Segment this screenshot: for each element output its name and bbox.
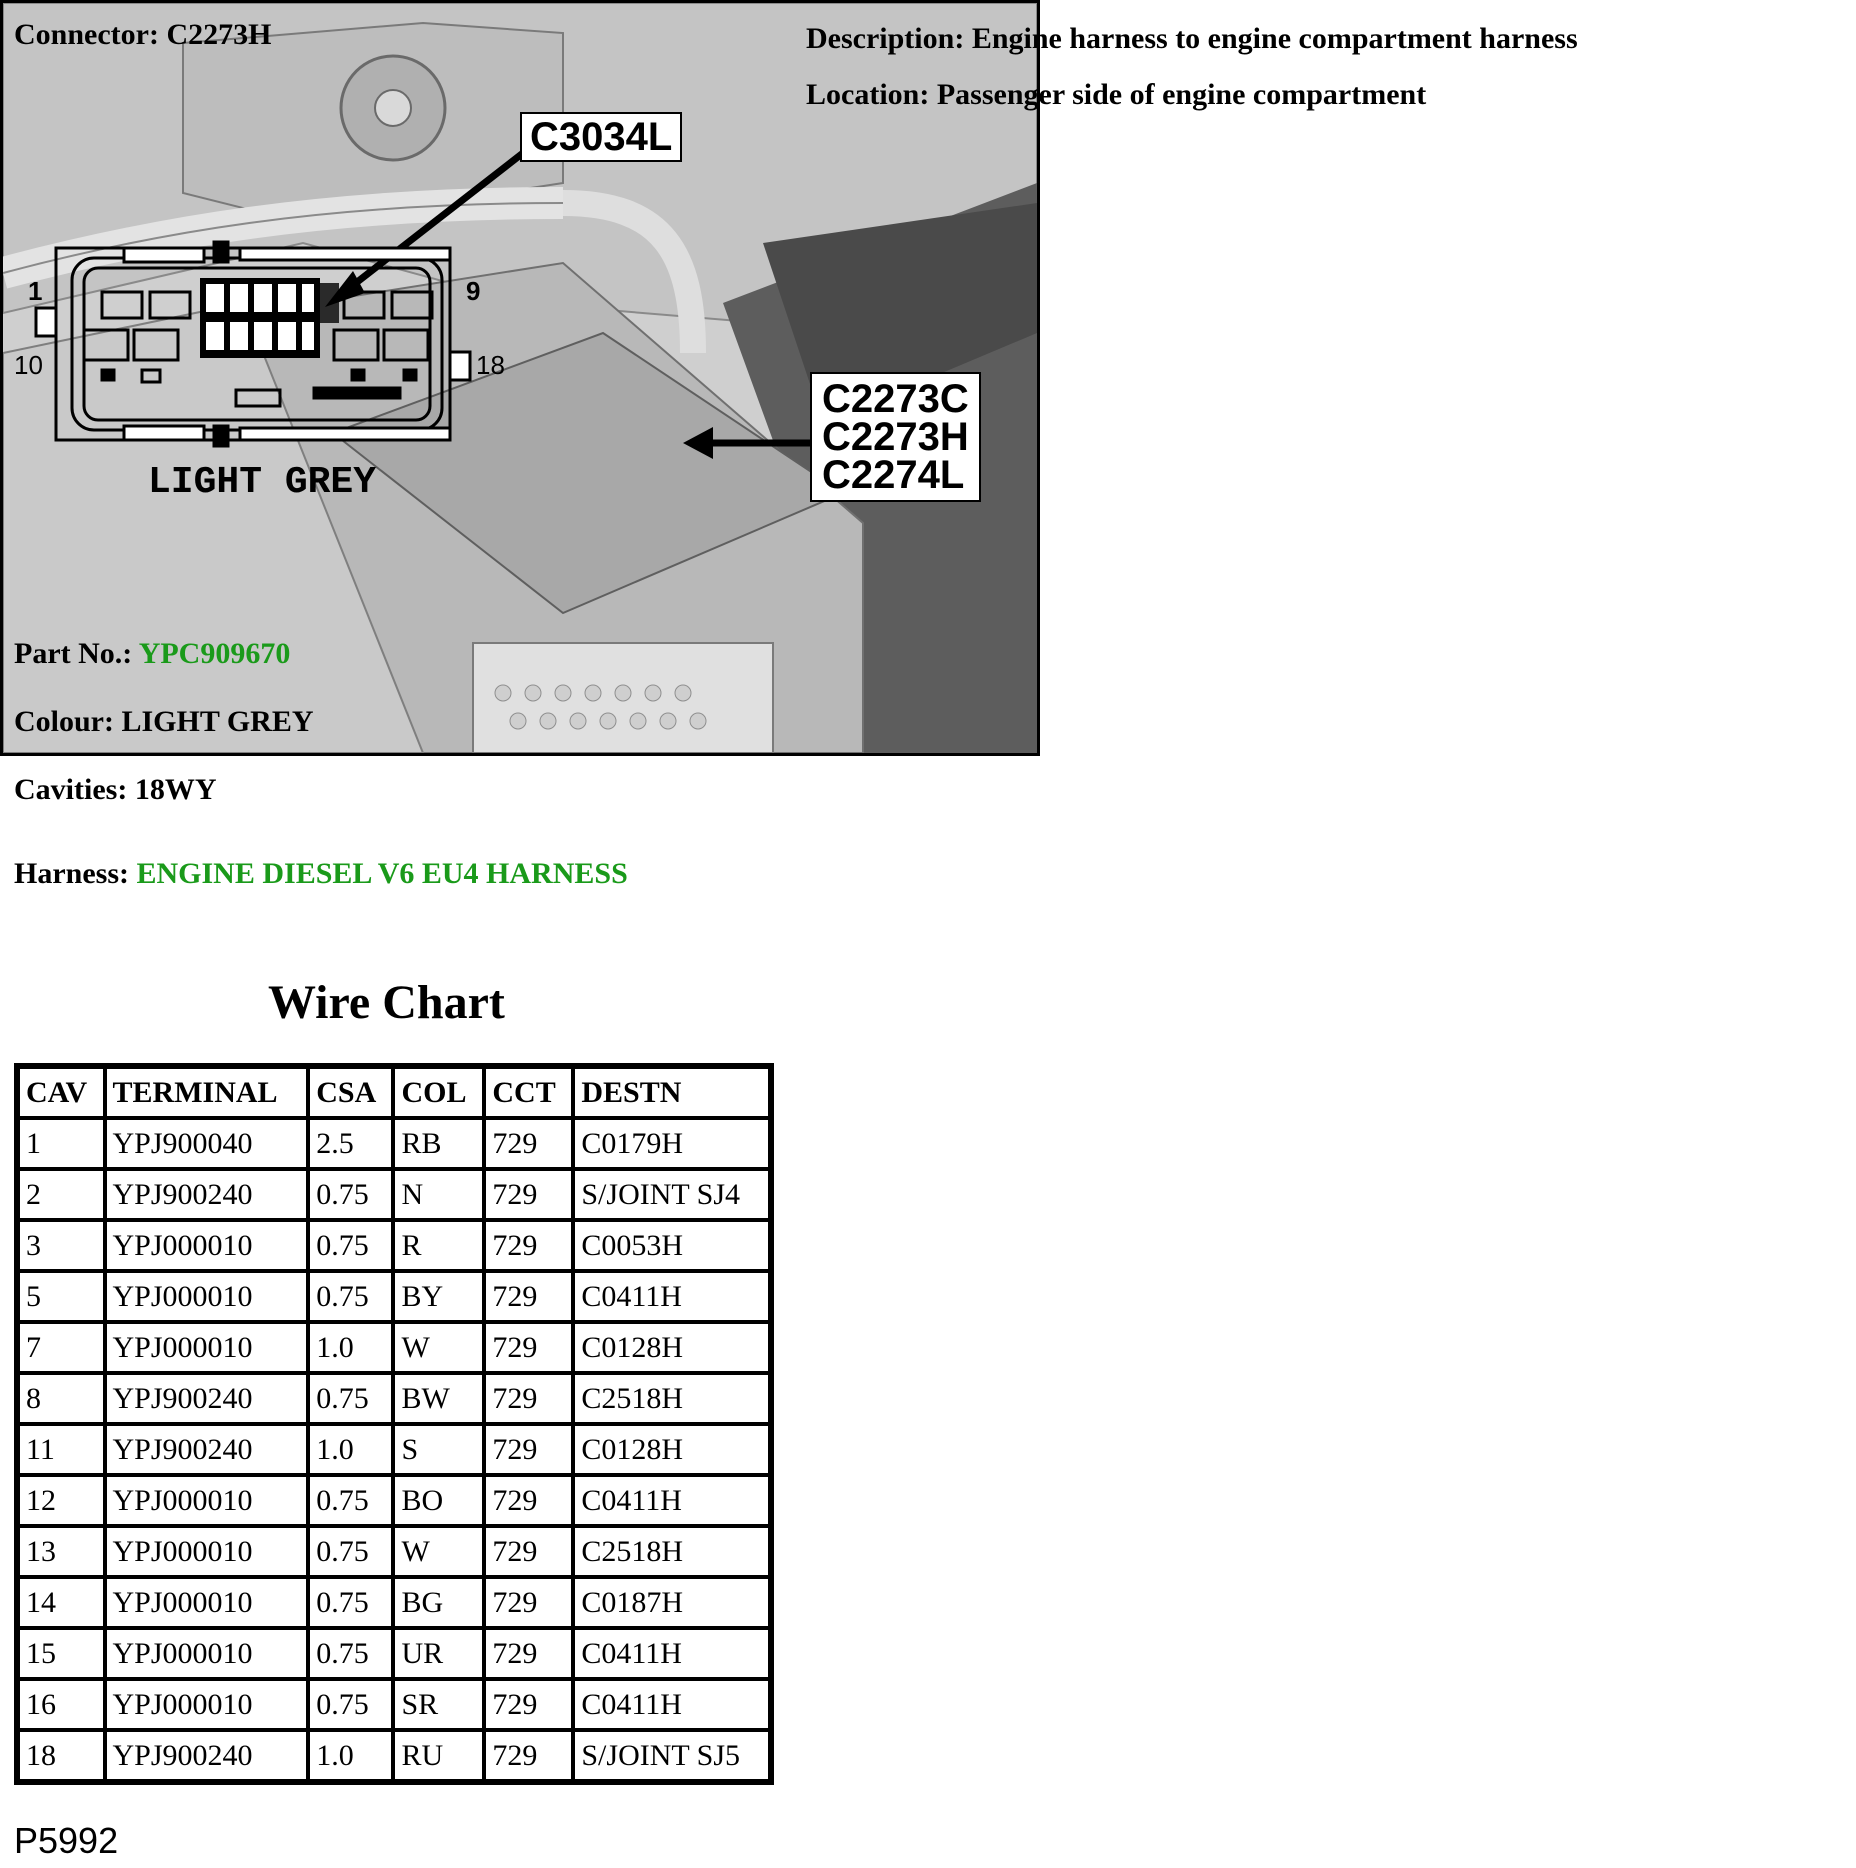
cell-col: UR bbox=[395, 1630, 482, 1677]
cell-destn: C0411H bbox=[575, 1630, 768, 1677]
table-row bbox=[20, 1732, 768, 1779]
cell-csa: 2.5 bbox=[310, 1120, 391, 1167]
cell-cct: 729 bbox=[486, 1426, 571, 1473]
wire-chart-header-row bbox=[20, 1069, 768, 1116]
pin-label-top-right: 9 bbox=[466, 276, 481, 306]
location-photo: C3034L C2273C C2273H C2274L P5992 bbox=[0, 0, 1040, 756]
cell-terminal: YPJ000010 bbox=[107, 1681, 307, 1728]
cell-cav: 15 bbox=[20, 1630, 103, 1677]
cell-cct: 729 bbox=[486, 1681, 571, 1728]
connector-heading bbox=[14, 18, 271, 52]
harness-value: ENGINE DIESEL V6 EU4 HARNESS bbox=[136, 857, 628, 890]
diagram-colour-caption: LIGHT GREY bbox=[148, 461, 377, 504]
cell-col: BW bbox=[395, 1375, 482, 1422]
part-number-label: Part No.: bbox=[14, 637, 133, 670]
cell-col: S bbox=[395, 1426, 482, 1473]
colour-label: Colour: bbox=[14, 705, 114, 738]
part-number bbox=[14, 637, 290, 671]
cell-destn: S/JOINT SJ4 bbox=[575, 1171, 768, 1218]
callout-c3034l: C3034L bbox=[520, 112, 682, 162]
cell-cct: 729 bbox=[486, 1375, 571, 1422]
cavities-label: Cavities: bbox=[14, 773, 128, 806]
table-row bbox=[20, 1630, 768, 1677]
cell-csa: 0.75 bbox=[310, 1681, 391, 1728]
cell-terminal: YPJ900040 bbox=[107, 1120, 307, 1167]
location bbox=[806, 78, 1426, 112]
table-row bbox=[20, 1273, 768, 1320]
cell-col: BG bbox=[395, 1579, 482, 1626]
table-row bbox=[20, 1171, 768, 1218]
cell-csa: 0.75 bbox=[310, 1273, 391, 1320]
cell-cav: 1 bbox=[20, 1120, 103, 1167]
cell-cct: 729 bbox=[486, 1222, 571, 1269]
cell-destn: C0179H bbox=[575, 1120, 768, 1167]
location-label: Location: bbox=[806, 78, 930, 111]
cell-cav: 13 bbox=[20, 1528, 103, 1575]
table-row bbox=[20, 1579, 768, 1626]
description bbox=[806, 22, 1578, 56]
cell-col: RB bbox=[395, 1120, 482, 1167]
cell-col: BY bbox=[395, 1273, 482, 1320]
cavities bbox=[14, 773, 216, 807]
cell-cav: 7 bbox=[20, 1324, 103, 1371]
cell-csa: 0.75 bbox=[310, 1579, 391, 1626]
cell-destn: C0187H bbox=[575, 1579, 768, 1626]
callout-line-1: C2273C bbox=[822, 377, 969, 421]
table-row bbox=[20, 1528, 768, 1575]
cell-cct: 729 bbox=[486, 1579, 571, 1626]
cell-cav: 12 bbox=[20, 1477, 103, 1524]
table-row bbox=[20, 1324, 768, 1371]
description-value: Engine harness to engine compartment harness bbox=[971, 22, 1578, 55]
header-terminal: TERMINAL bbox=[107, 1069, 307, 1116]
cell-destn: C0411H bbox=[575, 1273, 768, 1320]
header-destn: DESTN bbox=[575, 1069, 768, 1116]
cell-cav: 5 bbox=[20, 1273, 103, 1320]
cell-col: RU bbox=[395, 1732, 482, 1779]
table-row bbox=[20, 1120, 768, 1167]
header-cav: CAV bbox=[20, 1069, 103, 1116]
cell-cct: 729 bbox=[486, 1477, 571, 1524]
cell-terminal: YPJ000010 bbox=[107, 1630, 307, 1677]
cell-csa: 0.75 bbox=[310, 1222, 391, 1269]
cell-destn: C0128H bbox=[575, 1324, 768, 1371]
connector-value: C2273H bbox=[166, 18, 272, 51]
cell-cav: 8 bbox=[20, 1375, 103, 1422]
cell-csa: 1.0 bbox=[310, 1732, 391, 1779]
colour-value: LIGHT GREY bbox=[121, 705, 314, 738]
table-row bbox=[20, 1681, 768, 1728]
cell-terminal: YPJ000010 bbox=[107, 1477, 307, 1524]
location-value: Passenger side of engine compartment bbox=[936, 78, 1427, 111]
cell-terminal: YPJ900240 bbox=[107, 1426, 307, 1473]
cell-cct: 729 bbox=[486, 1528, 571, 1575]
cell-csa: 0.75 bbox=[310, 1528, 391, 1575]
callout-line-3: C2274L bbox=[822, 453, 965, 497]
cell-csa: 0.75 bbox=[310, 1375, 391, 1422]
cell-cct: 729 bbox=[486, 1171, 571, 1218]
table-row bbox=[20, 1222, 768, 1269]
header-csa: CSA bbox=[310, 1069, 391, 1116]
cell-csa: 0.75 bbox=[310, 1477, 391, 1524]
cell-col: R bbox=[395, 1222, 482, 1269]
pin-label-bottom-left: 10 bbox=[14, 350, 43, 380]
cell-cav: 14 bbox=[20, 1579, 103, 1626]
cell-col: W bbox=[395, 1528, 482, 1575]
harness bbox=[14, 857, 628, 891]
cell-csa: 0.75 bbox=[310, 1630, 391, 1677]
cell-cct: 729 bbox=[486, 1630, 571, 1677]
wire-chart-title: Wire Chart bbox=[268, 976, 505, 1029]
cell-destn: C2518H bbox=[575, 1375, 768, 1422]
table-row bbox=[20, 1375, 768, 1422]
cell-cav: 11 bbox=[20, 1426, 103, 1473]
cell-terminal: YPJ900240 bbox=[107, 1732, 307, 1779]
cell-terminal: YPJ000010 bbox=[107, 1579, 307, 1626]
cell-col: N bbox=[395, 1171, 482, 1218]
cell-csa: 0.75 bbox=[310, 1171, 391, 1218]
colour bbox=[14, 705, 314, 739]
cell-cav: 18 bbox=[20, 1732, 103, 1779]
cell-csa: 1.0 bbox=[310, 1324, 391, 1371]
pin-label-top-left: 1 bbox=[28, 276, 43, 306]
cell-destn: C2518H bbox=[575, 1528, 768, 1575]
cell-cav: 2 bbox=[20, 1171, 103, 1218]
cell-cct: 729 bbox=[486, 1120, 571, 1167]
cell-terminal: YPJ000010 bbox=[107, 1222, 307, 1269]
connector-face-diagram bbox=[14, 230, 524, 510]
pin-label-bottom-right: 18 bbox=[476, 350, 505, 380]
cell-col: BO bbox=[395, 1477, 482, 1524]
cell-terminal: YPJ900240 bbox=[107, 1171, 307, 1218]
cell-destn: C0053H bbox=[575, 1222, 768, 1269]
wire-chart-table bbox=[14, 1063, 774, 1785]
cell-destn: C0411H bbox=[575, 1681, 768, 1728]
header-col: COL bbox=[395, 1069, 482, 1116]
cell-col: SR bbox=[395, 1681, 482, 1728]
callout-line-2: C2273H bbox=[822, 415, 969, 459]
callout-connector-group bbox=[810, 372, 981, 502]
part-number-value: YPC909670 bbox=[138, 637, 291, 670]
connector-drawing bbox=[14, 230, 524, 510]
cavities-value: 18WY bbox=[134, 773, 217, 806]
header-cct: CCT bbox=[486, 1069, 571, 1116]
cell-csa: 1.0 bbox=[310, 1426, 391, 1473]
cell-col: W bbox=[395, 1324, 482, 1371]
cell-terminal: YPJ000010 bbox=[107, 1324, 307, 1371]
cell-cct: 729 bbox=[486, 1732, 571, 1779]
cell-cav: 3 bbox=[20, 1222, 103, 1269]
description-label: Description: bbox=[806, 22, 965, 55]
cell-cav: 16 bbox=[20, 1681, 103, 1728]
cell-terminal: YPJ000010 bbox=[107, 1528, 307, 1575]
table-row bbox=[20, 1426, 768, 1473]
harness-label: Harness: bbox=[14, 857, 129, 890]
table-row bbox=[20, 1477, 768, 1524]
cell-terminal: YPJ900240 bbox=[107, 1375, 307, 1422]
connector-label: Connector: bbox=[14, 18, 159, 51]
cell-cct: 729 bbox=[486, 1273, 571, 1320]
cell-terminal: YPJ000010 bbox=[107, 1273, 307, 1320]
cell-cct: 729 bbox=[486, 1324, 571, 1371]
cell-destn: C0411H bbox=[575, 1477, 768, 1524]
cell-destn: S/JOINT SJ5 bbox=[575, 1732, 768, 1779]
cell-destn: C0128H bbox=[575, 1426, 768, 1473]
